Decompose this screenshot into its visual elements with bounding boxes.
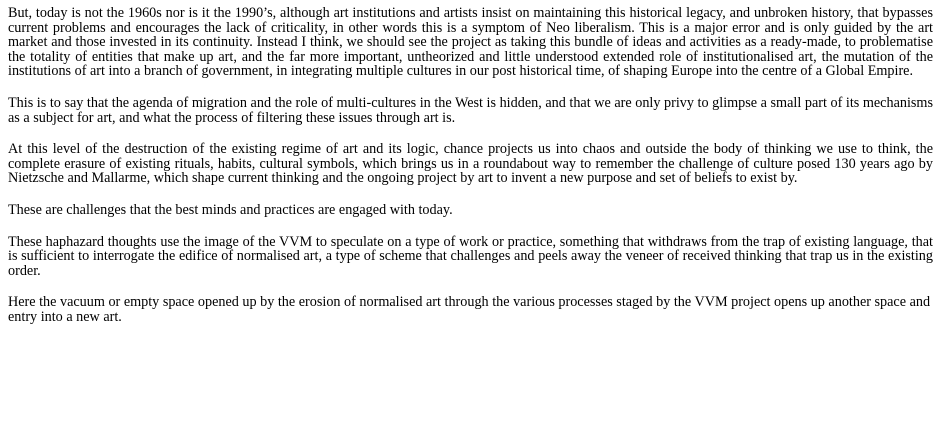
document-body	[8, 6, 933, 342]
paragraph-challenges: These are challenges that the best minds and practices are engaged with today.	[8, 201, 453, 218]
paragraph-neo-liberalism: But, today is not the 1960s nor is it the 1990’s, although art institutions and artists insist on maintaining this historical legacy, and unbroken history, that bypasses current problems and encourages the lack of criticality, in other words this is a symptom of Neo liberalism. This is a major error and is only guided by the art market and those invested in its continuity. Instead I think, we should see the project as taking this bundle of ideas and activities as a ready-made, to problematise the totality of entities that make up art, and the far more important, untheorized and little understood extended role of institutionalised art, the mutation of the institutions of art into a branch of government, in integrating multiple cultures in our post historical time, of shaping Europe into the centre of a Global Empire.	[8, 5, 933, 80]
paragraph-destruction-of-regime: At this level of the destruction of the existing regime of art and its logic, chance projects us into chaos and outside the body of thinking we use to think, the complete erasure of existing rituals, habits, cultural symbols, which brings us in a roundabout way to remember the challenge of culture posed 130 years ago by Nietzsche and Mallarme, which shape current thinking and the ongoing project by art to invent a new purpose and set of beliefs to exist by.	[8, 141, 933, 187]
paragraph-migration-agenda: This is to say that the agenda of migration and the role of multi-cultures in the West is hidden, and that we are only privy to glimpse a small part of its mechanisms as a subject for art, and what the process of filtering these issues through art is.	[8, 94, 933, 126]
paragraph-vacuum-new-art: Here the vacuum or empty space opened up by the erosion of normalised art through the various processes staged by the VVM project opens up another space and entry into a new art.	[8, 294, 931, 325]
paragraph-haphazard-thoughts: These haphazard thoughts use the image of the VVM to speculate on a type of work or practice, something that withdraws from the trap of existing language, that is sufficient to interrogate the edifice of normalised art, a type of scheme that challenges and peels away the veneer of received thinking that trap us in the existing order.	[8, 233, 933, 279]
